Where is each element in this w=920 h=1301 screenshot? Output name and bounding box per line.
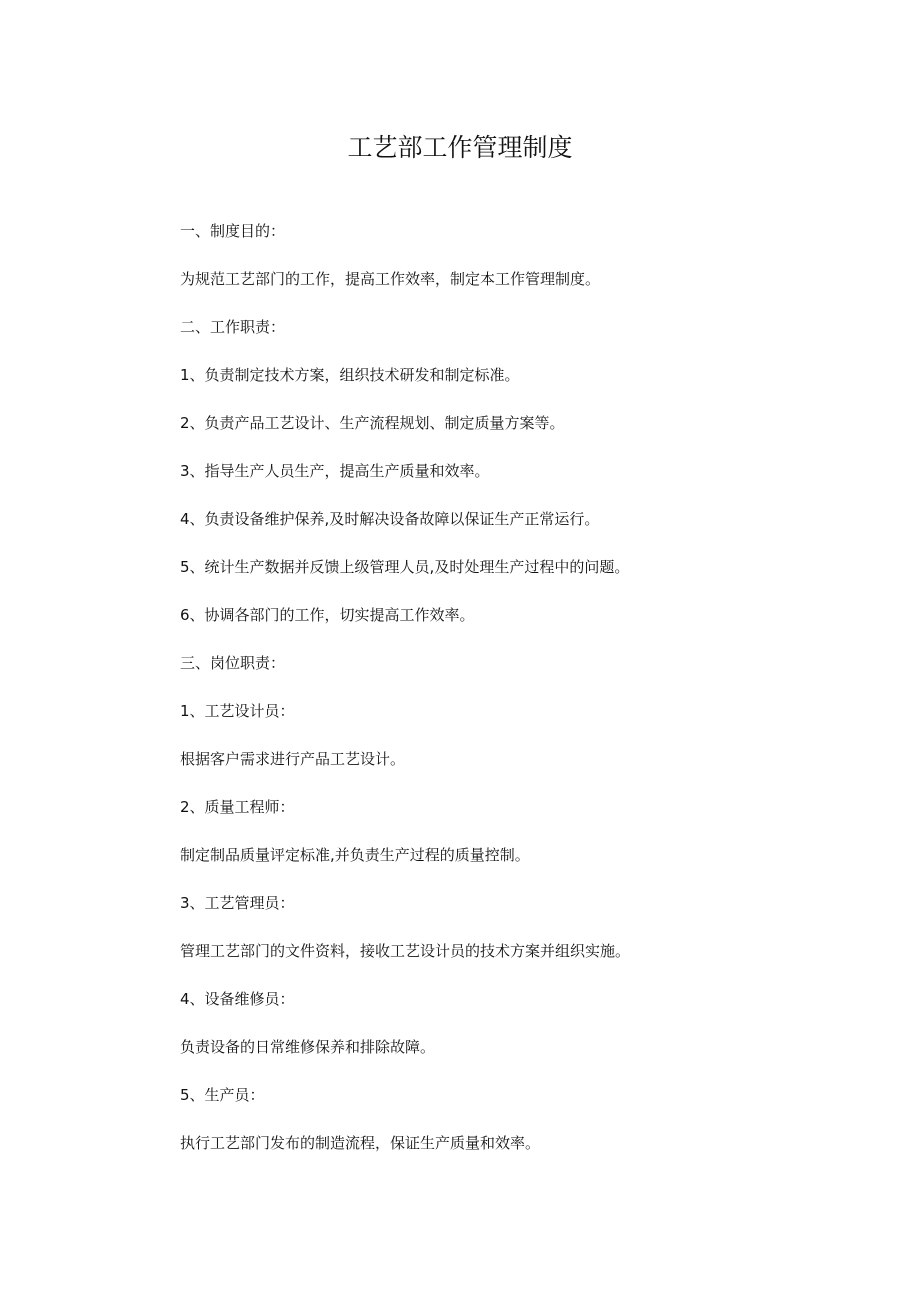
- position-description-4: 负责设备的日常维修保养和排除故障。: [180, 1038, 436, 1056]
- document-body: [180, 219, 880, 1179]
- position-title-1: 1、工艺设计员：: [180, 702, 295, 720]
- duty-item-2: 2、负责产品工艺设计、生产流程规划、制定质量方案等。: [180, 414, 565, 432]
- section-heading-positions: 三、岗位职责：: [180, 654, 286, 672]
- section-heading-purpose: 一、制度目的：: [180, 222, 286, 240]
- position-title-5: 5、生产员：: [180, 1086, 265, 1104]
- position-description-3: 管理工艺部门的文件资料，接收工艺设计员的技术方案并组织实施。: [180, 942, 631, 960]
- duty-item-6: 6、协调各部门的工作，切实提高工作效率。: [180, 606, 475, 624]
- duty-item-4: 4、负责设备维护保养,及时解决设备故障以保证生产正常运行。: [180, 510, 600, 528]
- position-description-2: 制定制品质量评定标准,并负责生产过程的质量控制。: [180, 846, 530, 864]
- position-title-4: 4、设备维修员：: [180, 990, 295, 1008]
- duty-item-1: 1、负责制定技术方案，组织技术研发和制定标准。: [180, 366, 520, 384]
- position-description-1: 根据客户需求进行产品工艺设计。: [180, 750, 406, 768]
- section-heading-duties: 二、工作职责：: [180, 318, 286, 336]
- duty-item-3: 3、指导生产人员生产，提高生产质量和效率。: [180, 462, 490, 480]
- position-title-3: 3、工艺管理员：: [180, 894, 295, 912]
- position-description-5: 执行工艺部门发布的制造流程，保证生产质量和效率。: [180, 1134, 541, 1152]
- document-title: 工艺部工作管理制度: [347, 133, 573, 162]
- duty-item-5: 5、统计生产数据并反馈上级管理人员,及时处理生产过程中的问题。: [180, 558, 630, 576]
- position-title-2: 2、质量工程师：: [180, 798, 295, 816]
- paragraph-purpose: 为规范工艺部门的工作，提高工作效率，制定本工作管理制度。: [180, 270, 601, 288]
